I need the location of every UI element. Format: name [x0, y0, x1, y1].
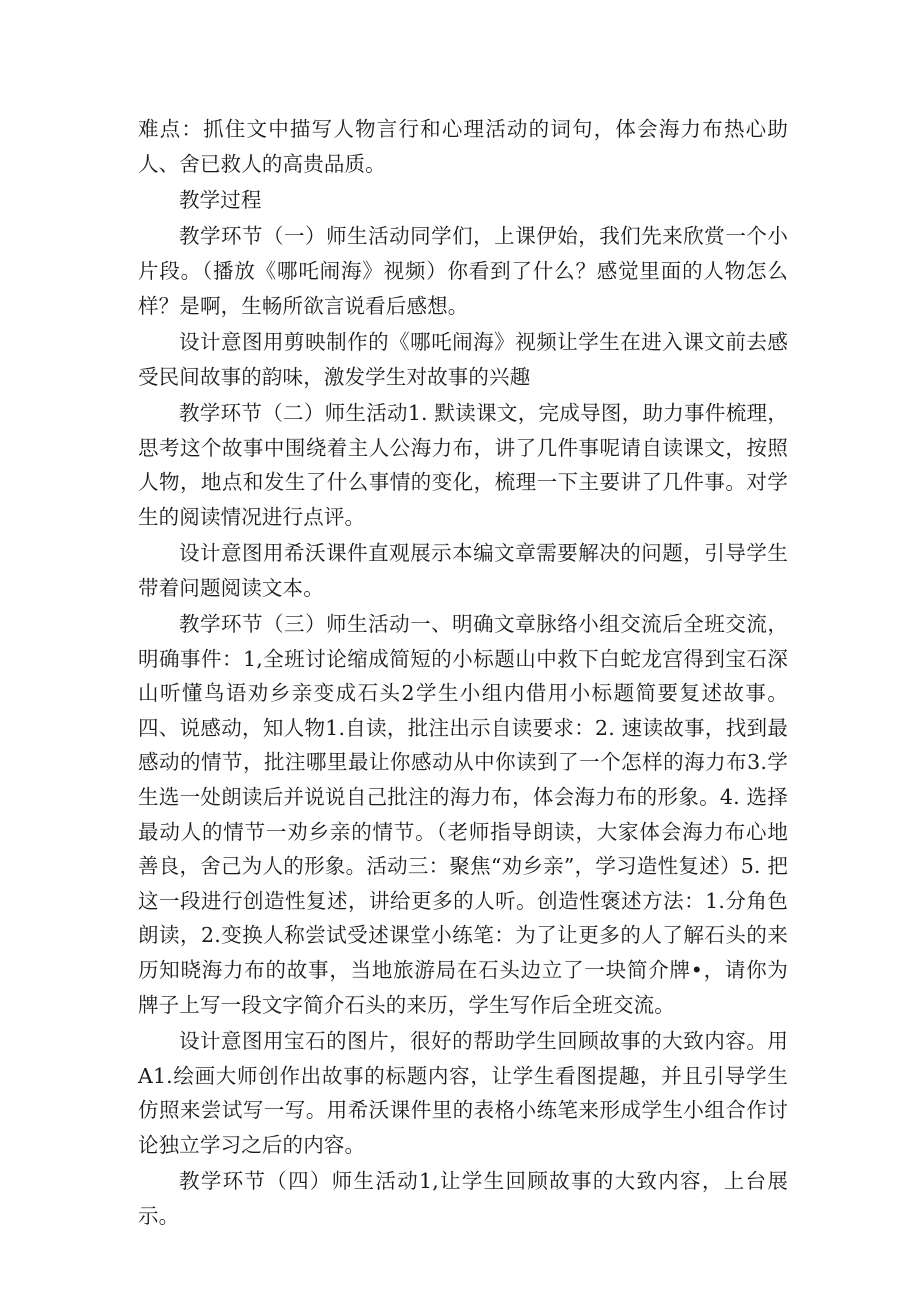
- paragraph-difficulty: 难点：抓住文中描写人物言行和心理活动的词句，体会海力布热心助人、舍已救人的高贵品质。: [138, 117, 788, 176]
- paragraph-step-3: 教学环节（三）师生活动一、明确文章脉络小组交流后全班交流，明确事件：1,全班讨论缩成简短的小标题山中救下白蛇龙宫得到宝石深山听懂鸟语劝乡亲变成石头2学生小组内借用小标题简要复述故事。四、说感动，知人物1.自读，批注出示自读要求：2. 速读故事，找到最感动的情节，批注哪里最让你感动从中你读到了一个怎样的海力布3.学生选一处朗读后并说说自己批注的海力布，体会海力布的形象。4. 选择最动人的情节一劝乡亲的情节。（老师指导朗读，大家体会海力布心地善良，舍己为人的形象。活动三：聚焦“劝乡亲”，学习造性复述）5. 把这一段进行创造性复述，讲给更多的人听。创造性褒述方法：1.分角色朗读，2.变换人称尝试受述课堂小练笔：为了让更多的人了解石头的来历知晓海力布的故事，当地旅游局在石头边立了一块简介牌•，请你为牌子上写一段文字简介石头的来历，学生写作后全班交流。: [138, 612, 788, 1017]
- paragraph-design-intent-1: 设计意图用剪映制作的《哪吒闹海》视频让学生在进入课文前去感受民间故事的韵味，激发学生对故事的兴趣: [138, 329, 788, 389]
- section-heading-teaching-process: 教学过程: [179, 187, 262, 212]
- document-body: [138, 112, 788, 1235]
- paragraph-step-4: 教学环节（四）师生活动1,让学生回顾故事的大致内容，上台展示。: [138, 1169, 788, 1228]
- paragraph-step-1: 教学环节（一）师生活动同学们，上课伊始，我们先来欣赏一个小片段。（播放《哪吒闹海》视频）你看到了什么？感觉里面的人物怎么样？是啊，生畅所欲言说看后感想。: [138, 224, 788, 318]
- paragraph-design-intent-3: 设计意图用宝石的图片，很好的帮助学生回顾故事的大致内容。用A1.绘画大师创作出故事的标题内容，让学生看图提趣，并且引导学生仿照来尝试写一写。用希沃课件里的表格小练笔来形成学生小组合作讨论独立学习之后的内容。: [138, 1029, 788, 1157]
- paragraph-step-2: 教学环节（二）师生活动1. 默读课文，完成导图，助力事件梳理，思考这个故事中围绕着主人公海力布，讲了几件事呢请自读课文，按照人物，地点和发生了什么事情的变化，梳理一下主要讲了几件事。对学生的阅读情况进行点评。: [138, 400, 788, 529]
- paragraph-design-intent-2: 设计意图用希沃课件直观展示本编文章需要解决的问题，引导学生带着问题阅读文本。: [138, 541, 788, 600]
